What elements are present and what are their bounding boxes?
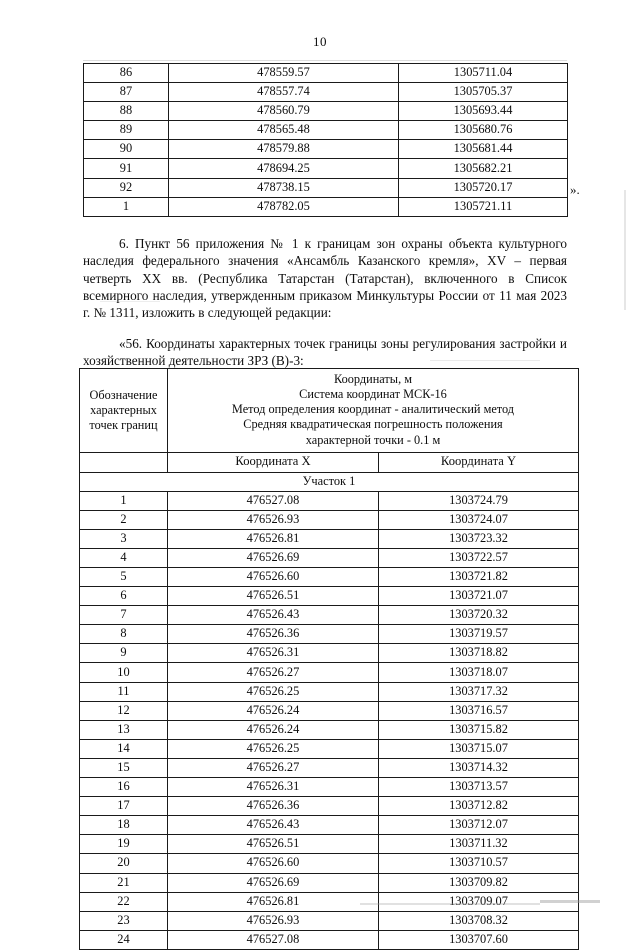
- table-row: [80, 682, 579, 701]
- continuation-point-number: 90: [84, 140, 169, 159]
- main-point-number: 21: [80, 873, 168, 892]
- main-point-number: 16: [80, 778, 168, 797]
- main-coordinate-x: 476526.51: [168, 587, 379, 606]
- paragraph-item-56: «56. Координаты характерных точек границы зоны регулирования застройки и хозяйственной деятельности ЗРЗ (В)-3:: [83, 336, 567, 369]
- continuation-coordinate-x: 478565.48: [169, 121, 399, 140]
- main-coordinate-y: 1303721.07: [379, 587, 579, 606]
- table-row: [84, 64, 568, 83]
- continuation-coordinate-x: 478738.15: [169, 178, 399, 197]
- main-coordinate-x: 476527.08: [168, 930, 379, 949]
- main-coordinate-x: 476526.25: [168, 682, 379, 701]
- table-row: [80, 930, 579, 949]
- continuation-coordinate-y: 1305711.04: [399, 64, 568, 83]
- main-point-number: 7: [80, 606, 168, 625]
- main-point-number: 8: [80, 625, 168, 644]
- main-point-number: 12: [80, 701, 168, 720]
- header-row-titles: [80, 369, 579, 453]
- table-row: [80, 797, 579, 816]
- main-point-number: 23: [80, 911, 168, 930]
- main-coordinate-x: 476526.81: [168, 892, 379, 911]
- table-row: [80, 529, 579, 548]
- continuation-point-number: 91: [84, 159, 169, 178]
- table-row: [84, 159, 568, 178]
- section-row-uchastok: [80, 472, 579, 491]
- table-row: [80, 778, 579, 797]
- continuation-coordinate-x: 478694.25: [169, 159, 399, 178]
- table-row: [80, 873, 579, 892]
- table-body: [80, 491, 579, 949]
- table-header: [80, 369, 579, 492]
- main-coordinate-y: 1303713.57: [379, 778, 579, 797]
- main-coordinate-y: 1303707.60: [379, 930, 579, 949]
- main-point-number: 1: [80, 491, 168, 510]
- continuation-coordinate-y: 1305721.11: [399, 197, 568, 216]
- main-point-number: 9: [80, 644, 168, 663]
- continuation-point-number: 88: [84, 102, 169, 121]
- continuation-coordinate-x: 478782.05: [169, 197, 399, 216]
- main-coordinate-y: 1303716.57: [379, 701, 579, 720]
- header-cell-point-designation: Обозначение характерных точек границ: [80, 369, 168, 453]
- table-row: [80, 548, 579, 567]
- main-point-number: 18: [80, 816, 168, 835]
- main-coordinate-y: 1303723.32: [379, 529, 579, 548]
- header-line-system: Система координат МСК-16: [299, 387, 447, 402]
- main-coordinate-y: 1303708.32: [379, 911, 579, 930]
- header-line-accuracy-1: Средняя квадратическая погрешность положения: [243, 417, 503, 432]
- main-coordinate-y: 1303709.82: [379, 873, 579, 892]
- table-row: [84, 197, 568, 216]
- continuation-coordinate-y: 1305720.17: [399, 178, 568, 197]
- continuation-coordinate-y: 1305682.21: [399, 159, 568, 178]
- main-point-number: 20: [80, 854, 168, 873]
- main-point-number: 15: [80, 758, 168, 777]
- main-point-number: 22: [80, 892, 168, 911]
- header-line-accuracy-2: характерной точки - 0.1 м: [305, 432, 441, 447]
- table-row: [80, 606, 579, 625]
- main-coordinate-x: 476526.43: [168, 606, 379, 625]
- table-body: [84, 64, 568, 217]
- table-row: [80, 587, 579, 606]
- page-number: 10: [313, 34, 327, 49]
- main-coordinate-y: 1303718.07: [379, 663, 579, 682]
- header-line-method: Метод определения координат - аналитический метод: [231, 402, 515, 417]
- table-row: [80, 701, 579, 720]
- main-coordinate-x: 476526.43: [168, 816, 379, 835]
- main-coordinate-y: 1303718.82: [379, 644, 579, 663]
- continuation-coordinate-y: 1305705.37: [399, 83, 568, 102]
- main-coordinate-x: 476526.31: [168, 778, 379, 797]
- main-coordinate-x: 476526.27: [168, 758, 379, 777]
- main-coordinate-x: 476526.69: [168, 548, 379, 567]
- continuation-coordinate-x: 478560.79: [169, 102, 399, 121]
- main-coordinate-x: 476527.08: [168, 491, 379, 510]
- main-point-number: 13: [80, 720, 168, 739]
- section-label: Участок 1: [80, 472, 579, 491]
- table-row: [80, 720, 579, 739]
- main-point-number: 2: [80, 510, 168, 529]
- continuation-point-number: 1: [84, 197, 169, 216]
- main-coordinate-x: 476526.36: [168, 625, 379, 644]
- main-coordinate-y: 1303719.57: [379, 625, 579, 644]
- coordinates-table-continuation: [83, 63, 567, 217]
- continuation-coordinate-y: 1305693.44: [399, 102, 568, 121]
- main-coordinate-x: 476526.31: [168, 644, 379, 663]
- continuation-point-number: 92: [84, 178, 169, 197]
- table-row: [80, 510, 579, 529]
- main-point-number: 3: [80, 529, 168, 548]
- table-row: [84, 121, 568, 140]
- header-cell-coordinate-x: Координата X: [168, 452, 379, 472]
- table-row: [80, 892, 579, 911]
- main-point-number: 6: [80, 587, 168, 606]
- main-point-number: 11: [80, 682, 168, 701]
- main-coordinate-x: 476526.69: [168, 873, 379, 892]
- main-coordinate-x: 476526.24: [168, 720, 379, 739]
- header-line-coordinates: Координаты, м: [334, 372, 412, 386]
- continuation-coordinate-y: 1305680.76: [399, 121, 568, 140]
- main-coordinate-x: 476526.93: [168, 911, 379, 930]
- continuation-coordinate-x: 478579.88: [169, 140, 399, 159]
- main-coordinate-x: 476526.60: [168, 854, 379, 873]
- main-coordinate-y: 1303712.82: [379, 797, 579, 816]
- main-coordinate-x: 476526.60: [168, 568, 379, 587]
- table-row: [80, 625, 579, 644]
- main-coordinate-x: 476526.51: [168, 835, 379, 854]
- continuation-point-number: 89: [84, 121, 169, 140]
- main-point-number: 4: [80, 548, 168, 567]
- main-point-number: 10: [80, 663, 168, 682]
- main-coordinate-y: 1303715.07: [379, 739, 579, 758]
- table-row: [80, 644, 579, 663]
- continuation-coordinate-x: 478559.57: [169, 64, 399, 83]
- table-row: [80, 663, 579, 682]
- main-coordinate-y: 1303714.32: [379, 758, 579, 777]
- coordinates-table-zrz-v-3: [79, 368, 578, 950]
- main-coordinate-y: 1303721.82: [379, 568, 579, 587]
- main-coordinate-y: 1303709.07: [379, 892, 579, 911]
- main-coordinate-y: 1303715.82: [379, 720, 579, 739]
- main-point-number: 17: [80, 797, 168, 816]
- main-point-number: 19: [80, 835, 168, 854]
- table-row: [84, 140, 568, 159]
- continuation-coordinate-x: 478557.74: [169, 83, 399, 102]
- main-coordinate-x: 476526.81: [168, 529, 379, 548]
- table-row: [84, 102, 568, 121]
- main-point-number: 14: [80, 739, 168, 758]
- header-row-subcolumns: [80, 452, 579, 472]
- continuation-coordinate-y: 1305681.44: [399, 140, 568, 159]
- main-coordinate-y: 1303712.07: [379, 816, 579, 835]
- main-coordinate-y: 1303720.32: [379, 606, 579, 625]
- main-coordinate-y: 1303711.32: [379, 835, 579, 854]
- header-cell-coordinate-y: Координата Y: [379, 452, 579, 472]
- table-row: [80, 491, 579, 510]
- header-cell-empty: [80, 452, 168, 472]
- table-row: [80, 568, 579, 587]
- continuation-point-number: 87: [84, 83, 169, 102]
- main-point-number: 24: [80, 930, 168, 949]
- main-point-number: 5: [80, 568, 168, 587]
- main-coordinate-x: 476526.27: [168, 663, 379, 682]
- paragraph-item-6: 6. Пункт 56 приложения № 1 к границам зон охраны объекта культурного наследия федерального значения «Ансамбль Казанского кремля», XV – первая четверть XX вв. (Республика Татарстан (Татарстан), включенного в Список всемирного наследия, утвержденным приказом Минкультуры России от 11 мая 2023 г. № 1311, изложить в следующей редакции:: [83, 236, 567, 320]
- table-row: [80, 816, 579, 835]
- main-coordinate-y: 1303724.79: [379, 491, 579, 510]
- main-coordinate-x: 476526.36: [168, 797, 379, 816]
- main-coordinate-y: 1303724.07: [379, 510, 579, 529]
- table-row: [80, 739, 579, 758]
- main-coordinate-x: 476526.93: [168, 510, 379, 529]
- continuation-point-number: 86: [84, 64, 169, 83]
- main-coordinate-y: 1303722.57: [379, 548, 579, 567]
- table-row: [80, 835, 579, 854]
- main-coordinate-x: 476526.25: [168, 739, 379, 758]
- closing-quotation-mark: ».: [570, 182, 580, 197]
- header-cell-coordinate-system: [168, 369, 579, 453]
- table-row: [84, 83, 568, 102]
- main-coordinate-x: 476526.24: [168, 701, 379, 720]
- table-row: [84, 178, 568, 197]
- main-coordinate-y: 1303717.32: [379, 682, 579, 701]
- table-row: [80, 758, 579, 777]
- main-coordinate-y: 1303710.57: [379, 854, 579, 873]
- table-row: [80, 854, 579, 873]
